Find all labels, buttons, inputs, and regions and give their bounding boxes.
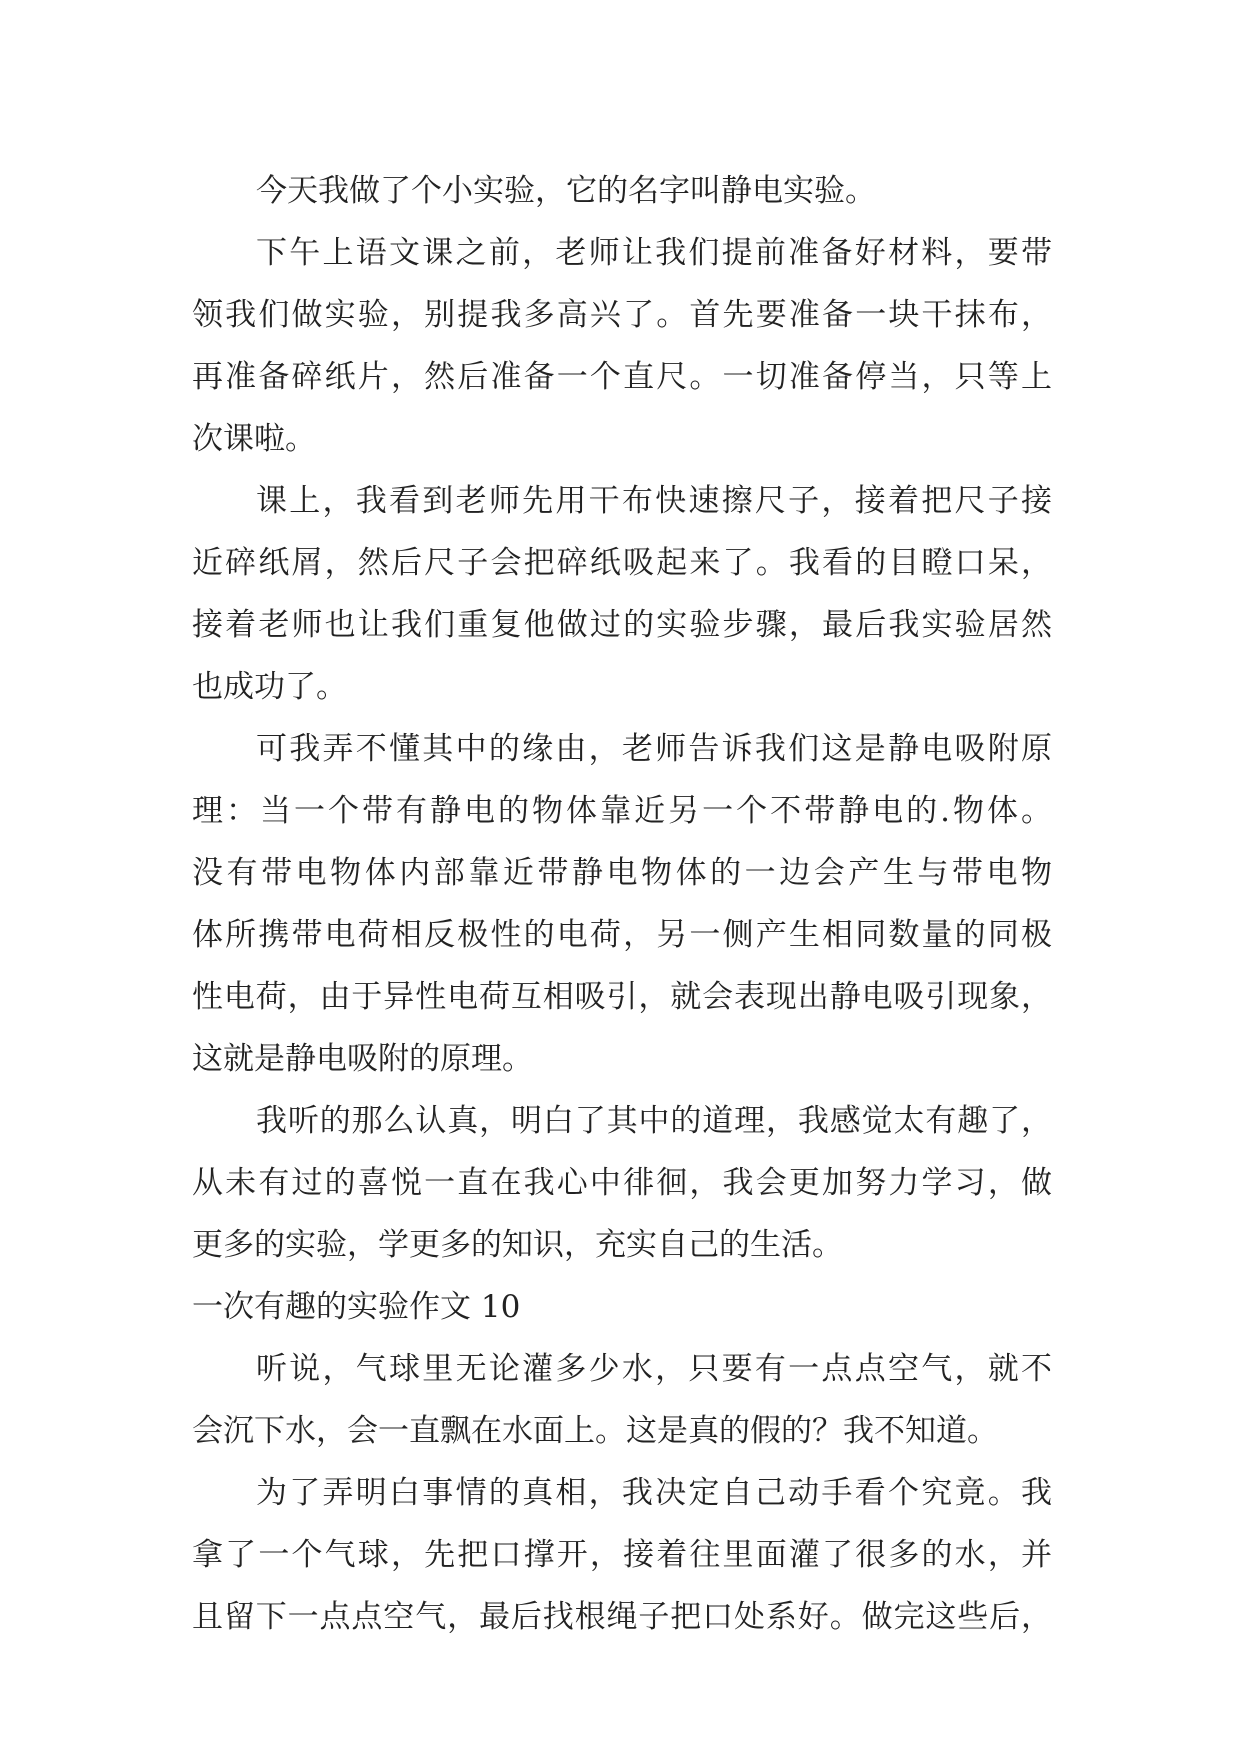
paragraph-line: 拿了一个气球，先把口撑开，接着往里面灌了很多的水，并 [192,1537,1052,1573]
paragraph [192,1338,1052,1462]
paragraph-line: 且留下一点点空气，最后找根绳子把口处系好。做完这些后， [192,1599,1052,1635]
paragraph-line: 理：当一个带有静电的物体靠近另一个不带静电的.物体。 [192,793,1052,829]
paragraph [192,470,1052,718]
paragraph-line: 没有带电物体内部靠近带静电物体的一边会产生与带电物 [192,855,1052,891]
paragraph-line: 我听的那么认真，明白了其中的道理，我感觉太有趣了， [256,1103,1052,1139]
paragraph-line: 再准备碎纸片，然后准备一个直尺。一切准备停当，只等上 [192,359,1052,395]
paragraph-line: 听说，气球里无论灌多少水，只要有一点点空气，就不 [256,1351,1052,1387]
paragraph [192,160,1052,222]
paragraph [192,222,1052,470]
paragraph-line: 性电荷，由于异性电荷互相吸引，就会表现出静电吸引现象， [192,979,1052,1015]
paragraph-line: 今天我做了个小实验，它的名字叫静电实验。 [256,173,876,209]
paragraph-line: 会沉下水，会一直飘在水面上。这是真的假的？我不知道。 [192,1413,998,1449]
paragraph-line: 这就是静电吸附的原理。 [192,1041,533,1077]
paragraph-line: 下午上语文课之前，老师让我们提前准备好材料，要带 [256,235,1052,271]
paragraph [192,1090,1052,1276]
paragraph-line: 更多的实验，学更多的知识，充实自己的生活。 [192,1227,843,1263]
paragraph [192,1462,1052,1648]
paragraph-line: 次课啦。 [192,421,316,457]
paragraph-line: 领我们做实验，别提我多高兴了。首先要准备一块干抹布， [192,297,1052,333]
paragraph-line: 也成功了。 [192,669,347,705]
paragraph-line: 体所携带电荷相反极性的电荷，另一侧产生相同数量的同极 [192,917,1052,953]
paragraph-line: 近碎纸屑，然后尺子会把碎纸吸起来了。我看的目瞪口呆， [192,545,1052,581]
paragraph-line: 课上，我看到老师先用干布快速擦尺子，接着把尺子接 [256,483,1052,519]
document-page [192,160,1052,1648]
paragraph-line: 从未有过的喜悦一直在我心中徘徊，我会更加努力学习，做 [192,1165,1052,1201]
paragraph-line: 可我弄不懂其中的缘由，老师告诉我们这是静电吸附原 [256,731,1052,767]
paragraph-line: 接着老师也让我们重复他做过的实验步骤，最后我实验居然 [192,607,1052,643]
paragraph-line: 为了弄明白事情的真相，我决定自己动手看个究竟。我 [256,1475,1052,1511]
paragraph [192,718,1052,1090]
section-heading: 一次有趣的实验作文 10 [192,1289,521,1325]
